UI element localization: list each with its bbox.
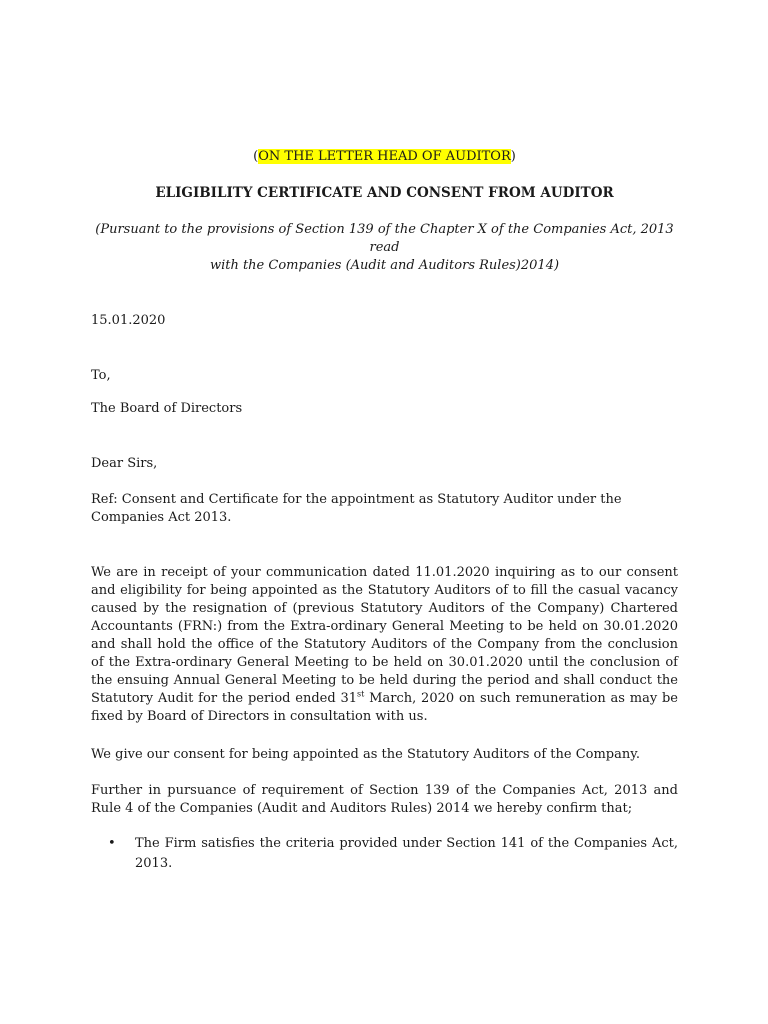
document-page [91,0,678,1024]
document-title: ELIGIBILITY CERTIFICATE AND CONSENT FROM AUDITOR [155,185,614,201]
consent-statement: We give our consent for being appointed as the Statutory Auditors of the Company. [91,747,640,762]
bullet-icon: • [108,836,116,851]
letterhead-highlight: ON THE LETTER HEAD OF AUDITOR [258,149,511,164]
letterhead-note [91,148,678,166]
bullet-text: The Firm satisfies the criteria provided under Section 141 of the Companies Act, 2013. [135,836,678,871]
to-line: To, [91,368,111,383]
letter-date: 15.01.2020 [91,313,166,328]
letterhead-close-paren: ) [510,149,516,164]
body-paragraph-text-1: We are in receipt of your communication dated 11.01.2020 inquiring as to our consent and eligibility for being appointed as the Statutory Auditors of to fill the casual vacancy caused by the resignation of (previous Statutory Auditors of the Company) Chartered Accountants (FRN:) from the Extra-ordinary General Meeting to be held on 30.01.2020 and shall hold the office of the Statutory Auditors of the Company from the conclusion of the Extra-ordinary General Meeting to be held on 30.01.2020 until the conclusion of the ensuing Annual General Meeting to be held during the period and shall conduct the Statutory Audit for the period ended 31 [91,565,678,706]
document-subtitle [91,221,678,275]
list-item [91,834,678,874]
letterhead-open-paren: ( [253,149,259,164]
subtitle-line-2: with the Companies (Audit and Auditors Rules)2014) [209,258,560,273]
salutation: Dear Sirs, [91,456,158,471]
reference-line: Ref: Consent and Certificate for the appointment as Statutory Auditor under the Companies Act 2013. [91,492,622,525]
addressee: The Board of Directors [91,401,243,416]
further-paragraph: Further in pursuance of requirement of Section 139 of the Companies Act, 2013 and Rule 4 of the Companies (Audit and Auditors Rules) 2014 we hereby confirm that; [91,783,678,816]
ordinal-suffix: st [357,689,365,699]
body-paragraph [91,564,678,726]
subtitle-line-1: (Pursuant to the provisions of Section 139 of the Chapter X of the Companies Act, 2013 read [95,222,674,255]
body-paragraph-text-2: March, 2020 on such remuneration as may be fixed by Board of Directors in consultation with us. [91,691,678,724]
